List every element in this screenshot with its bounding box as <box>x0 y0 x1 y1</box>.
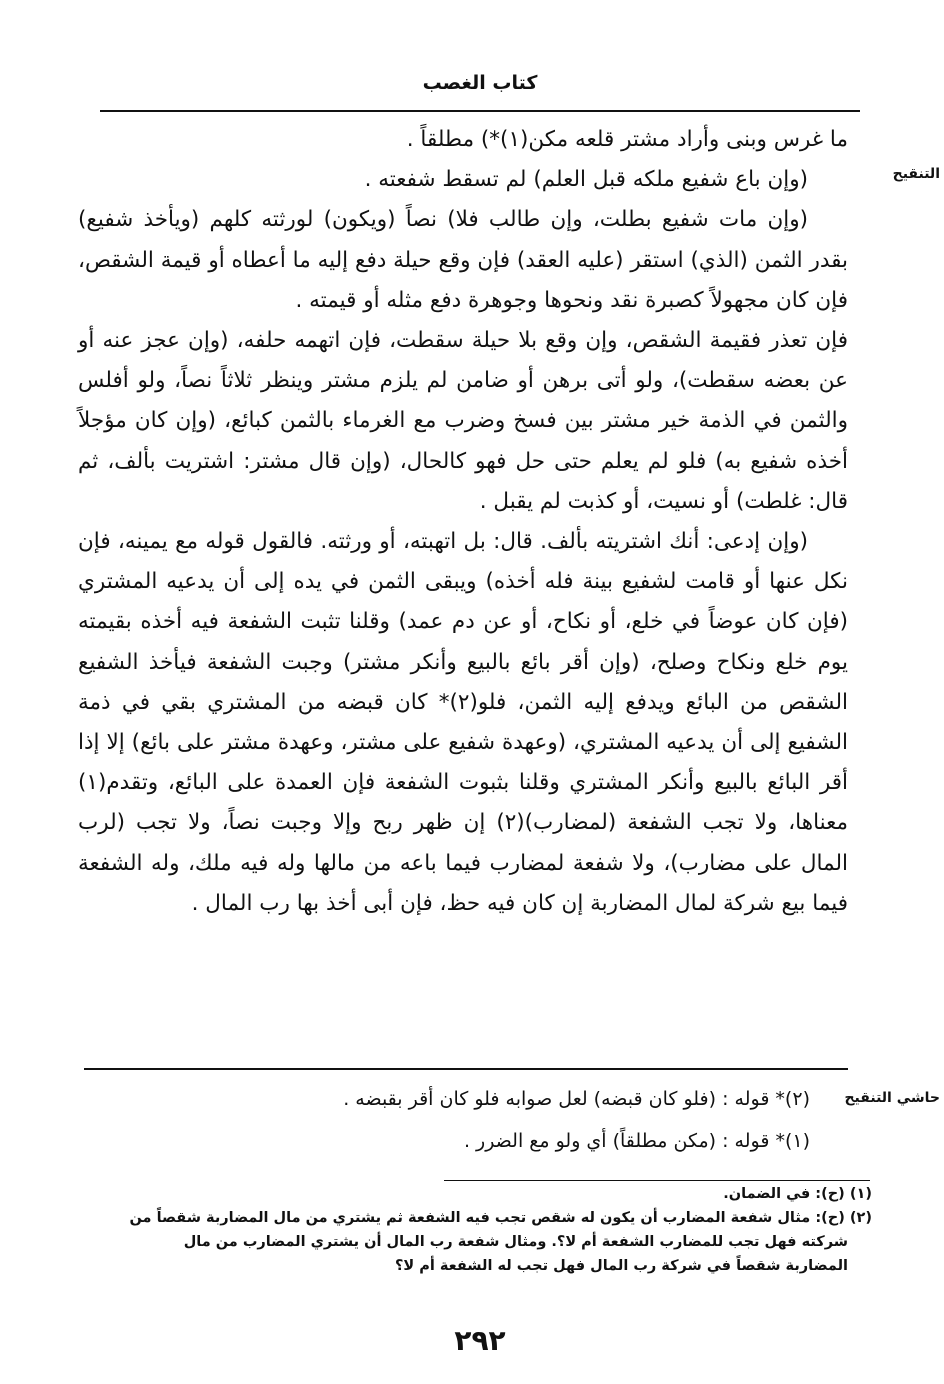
footnote-2-line-3: المضاربة شقصاً في شركة رب المال فهل تجب له الشفعة أم لا؟ <box>394 1258 848 1274</box>
main-line-2: (وإن باع شفيع ملكه قبل العلم) لم تسقط شفعته . <box>364 167 808 193</box>
footnote-divider <box>444 1180 870 1181</box>
header-divider <box>100 110 860 112</box>
hashiya-note-1: (١)* قوله : (مكن مطلقاً) أي ولو مع الضرر . <box>463 1130 810 1152</box>
margin-label-tanqih: التنقيح <box>892 166 940 182</box>
main-paragraph-2: فإن تعذر فقيمة الشقص، وإن وقع بلا حيلة سقطت، فإن اتهمه حلفه، (وإن عجز عنه أو عن بعضه سقطت)، ولو أتى برهن أو ضامن لم يلزم مشتر وينظر ثلاثاً نصاً، ولو أفلس والثمن في الذمة خير مشتر بين فسخ وضرب مع الغرماء بالثمن كبائع، (وإن كان مؤجلاً أخذه شفيع به) فلو لم يعلم حتى حل فهو كالحال، (وإن قال مشتر: اشتريت بألف، ثم قال: غلطت) أو نسيت، أو كذبت لم يقبل . <box>78 328 848 514</box>
page-number: ٢٩٢ <box>454 1324 506 1357</box>
hashiya-notes <box>120 1078 810 1162</box>
main-paragraph-1: (وإن مات شفيع بطلت، وإن طالب فلا) نصاً (ويكون) لورثته كلهم (ويأخذ شفيع) بقدر الثمن (الذي) استقر (عليه العقد) فإن وقع حيلة دفع إليه ما أعطاه أو قيمة الشقص، فإن كان مجهولاً كصبرة نقد ونحوها وجوهرة دفع مثله أو قيمته . <box>78 207 848 313</box>
main-text <box>78 120 848 924</box>
footnote-2-line-2: شركته فهل تجب للمضارب الشفعة أم لا؟. ومثال شفعة رب المال أن يشتري المضارب من مال <box>183 1234 848 1250</box>
main-line-1: ما غرس وبنى وأراد مشتر قلعه مكن(١)*) مطلقاً . <box>406 127 848 152</box>
footnotes <box>92 1182 872 1278</box>
main-paragraph-3: (وإن إدعى: أنك اشتريته بألف. قال: بل اتهبته، أو ورثته. فالقول قوله مع يمينه، فإن نكل عنها أو قامت لشفيع بينة فله أخذه) ويبقى الثمن في يده إلى أن يدعيه المشتري (فإن كان عوضاً في خلع، أو نكاح، أو عن دم عمد) وقلنا تثبت الشفعة فيه أخذه بقيمته يوم خلع ونكاح وصلح، (وإن أقر بائع بالبيع وأنكر مشتر) وجبت الشفعة فيأخذ الشفيع الشقص من البائع ويدفع إليه الثمن، فلو(٢)* كان قبضه من المشتري بقي في ذمة الشفيع إلى أن يدعيه المشتري، (وعهدة شفيع على مشتر، وعهدة مشتر على بائع) إلا إذا أقر البائع بالبيع وأنكر المشتري وقلنا بثبوت الشفعة فإن العمدة على البائع، وتقدم(١) معناها، ولا تجب الشفعة (لمضارب)(٢) إن ظهر ربح وإلا وجبت نصاً، ولا تجب (لرب المال على مضارب)، ولا شفعة لمضارب فيما باعه من مالها وله فيه ملك، وله الشفعة فيما بيع شركة لمال المضاربة إن كان فيه حظ، فإن أبى أخذ بها رب المال . <box>78 529 848 916</box>
footnote-1: (١) (ح): في الضمان. <box>723 1186 872 1202</box>
hashiya-note-2: (٢)* قوله : (فلو كان قبضه) لعل صوابه فلو كان أقر بقبضه . <box>343 1088 810 1110</box>
footnote-2-line-1: (٢) (ح): مثال شفعة المضارب أن يكون له شقص تجب فيه الشفعة ثم يشتري من مال المضاربة شقصاً من <box>129 1210 872 1226</box>
main-hashiya-divider <box>84 1068 848 1070</box>
margin-label-hashiya: حاشي التنقيح <box>844 1090 940 1106</box>
page-title: كتاب الغصب <box>422 72 538 94</box>
